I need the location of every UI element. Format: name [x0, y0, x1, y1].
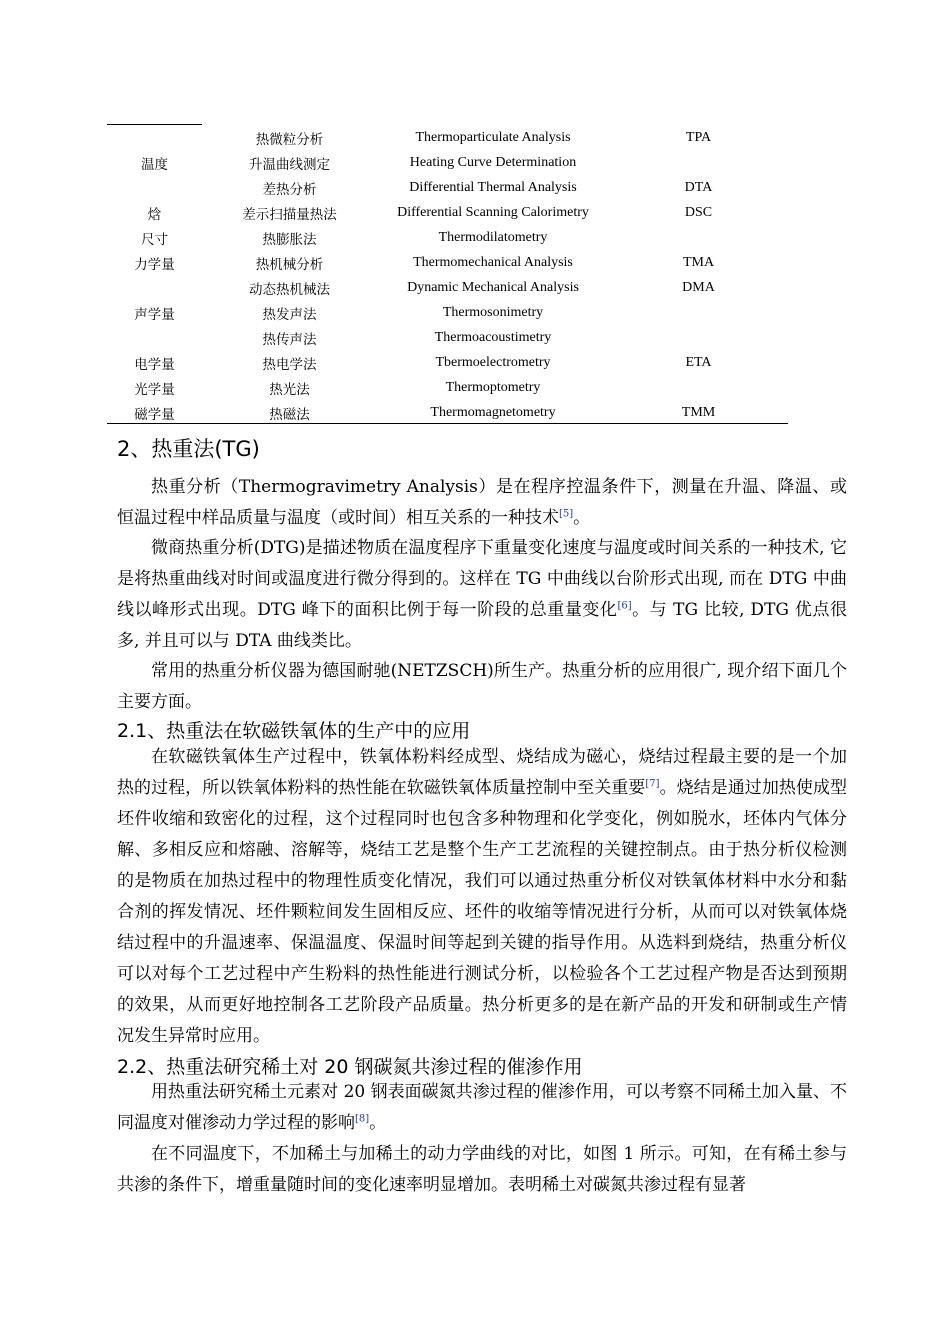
table-cell-method-cn: 热电学法 — [262, 356, 317, 373]
table-cell-method-en: Differential Scanning Calorimetry — [397, 204, 589, 220]
thermal-analysis-methods-table — [107, 125, 788, 425]
table-cell-abbr: DTA — [684, 179, 713, 195]
table-row — [107, 400, 788, 425]
table-cell-property: 力学量 — [134, 256, 175, 273]
table-cell-property: 声学量 — [134, 306, 175, 323]
table-cell-property: 焓 — [147, 206, 162, 223]
table-cell-method-cn: 热膨胀法 — [262, 231, 317, 248]
citation-link[interactable]: [5] — [559, 508, 574, 520]
citation-link[interactable]: [7] — [645, 778, 660, 790]
table-cell-abbr: TMA — [682, 254, 715, 270]
table-cell-method-cn: 热机械分析 — [255, 256, 324, 273]
table-row — [107, 250, 788, 275]
table-cell-method-en: Dynamic Mechanical Analysis — [407, 279, 579, 295]
table-row — [107, 200, 788, 225]
section-heading-tg: 2、热重法(TG) — [117, 437, 260, 461]
table-cell-method-cn: 热发声法 — [262, 306, 317, 323]
table-cell-method-cn: 差热分析 — [262, 181, 317, 198]
paragraph-kinetic-curves: 在不同温度下，不加稀土与加稀土的动力学曲线的对比，如图 1 所示。可知，在有稀土参与共渗的条件下，增重量随时间的变化速率明显增加。表明稀土对碳氮共渗过程有显著 — [117, 1144, 847, 1195]
table-row — [107, 300, 788, 325]
table-cell-property: 电学量 — [134, 356, 175, 373]
section-heading-ferrite: 2.1、热重法在软磁铁氧体的生产中的应用 — [117, 720, 471, 742]
table-cell-method-cn: 差示扫描量热法 — [242, 206, 337, 223]
table-row — [107, 175, 788, 200]
table-cell-method-cn: 动态热机械法 — [249, 281, 330, 298]
paragraph-instruments: 常用的热重分析仪器为德国耐驰(NETZSCH)所生产。热重分析的应用很广, 现介绍下面几个主要方面。 — [117, 661, 847, 712]
table-cell-method-cn: 热光法 — [269, 381, 310, 398]
table-cell-abbr: TMM — [681, 404, 716, 420]
paragraph-dtg: 微商热重分析(DTG)是描述物质在温度程序下重量变化速度与温度或时间关系的一种技术, 它是将热重曲线对时间或温度进行微分得到的。这样在 TG 中曲线以台阶形式出现, 而在 DTG 中曲线以峰形式出现。DTG 峰下的面积比例于每一阶段的总重量变化[6]。与 TG 比较, DTG 优点很多, 并且可以与 DTA 曲线类比。 — [117, 538, 847, 651]
paragraph-ferrite: 在软磁铁氧体生产过程中，铁氧体粉料经成型、烧结成为磁心，烧结过程最主要的是一个加热的过程，所以铁氧体粉料的热性能在软磁铁氧体质量控制中至关重要[7]。烧结是通过加热使成型坯件收缩和致密化的过程，这个过程同时也包含多种物理和化学变化，例如脱水，坯体内气体分解、多相反应和熔融、溶解等，烧结工艺是整个生产工艺流程的关键控制点。由于热分析仪检测的是物质在加热过程中的物理性质变化情况，我们可以通过热重分析仪对铁氧体材料中水分和黏合剂的挥发情况、坯件颗粒间发生固相反应、坯件的收缩等情况进行分析，从而可以对铁氧体烧结过程中的升温速率、保温温度、保温时间等起到关键的指导作用。从选料到烧结，热重分析仪可以对每个工艺过程中产生粉料的热性能进行测试分析，以检验各个工艺过程产物是否达到预期的效果，从而更好地控制各工艺阶段产品质量。热分析更多的是在新产品的开发和研制或生产情况发生异常时应用。 — [117, 747, 848, 1046]
table-cell-method-cn: 热传声法 — [262, 331, 317, 348]
paragraph-tg-definition: 热重分析（Thermogravimetry Analysis）是在程序控温条件下，测量在升温、降温、或恒温过程中样品质量与温度（或时间）相互关系的一种技术[5]。 — [117, 477, 847, 528]
citation-link[interactable]: [6] — [617, 600, 632, 612]
table-cell-method-en: Thermomagnetometry — [430, 404, 556, 420]
table-row — [107, 325, 788, 350]
table-cell-method-cn: 升温曲线测定 — [249, 156, 330, 173]
table-row — [107, 375, 788, 400]
table-cell-method-en: Thermoptometry — [445, 379, 541, 395]
table-cell-abbr: DMA — [682, 279, 715, 295]
table-cell-method-cn: 热微粒分析 — [255, 131, 324, 148]
table-cell-method-en: Thermomechanical Analysis — [413, 254, 573, 270]
table-cell-property: 温度 — [141, 156, 168, 173]
paragraph-rare-earth-intro: 用热重法研究稀土元素对 20 钢表面碳氮共渗过程的催渗作用，可以考察不同稀土加入量、不同温度对催渗动力学过程的影响[8]。 — [117, 1082, 847, 1133]
table-cell-property: 尺寸 — [141, 231, 168, 248]
table-cell-abbr: DSC — [684, 204, 713, 220]
table-cell-method-cn: 热磁法 — [269, 406, 310, 423]
table-cell-property: 磁学量 — [134, 406, 175, 423]
table-cell-property: 光学量 — [134, 381, 175, 398]
table-cell-abbr: TPA — [685, 129, 712, 145]
table-row — [107, 125, 788, 150]
table-cell-method-en: Heating Curve Determination — [409, 154, 577, 170]
section-heading-rare-earth: 2.2、热重法研究稀土对 20 钢碳氮共渗过程的催渗作用 — [117, 1056, 583, 1078]
table-row — [107, 150, 788, 175]
table-cell-method-en: Thermoparticulate Analysis — [415, 129, 571, 145]
table-cell-method-en: Differential Thermal Analysis — [409, 179, 577, 195]
table-cell-method-en: Tbermoelectrometry — [435, 354, 551, 370]
table-cell-abbr: ETA — [685, 354, 712, 370]
citation-link[interactable]: [8] — [355, 1113, 370, 1125]
table-bottom-rule — [107, 423, 788, 424]
table-cell-method-en: Thermosonimetry — [442, 304, 544, 320]
table-row — [107, 350, 788, 375]
table-cell-method-en: Thermodilatometry — [438, 229, 548, 245]
table-row — [107, 275, 788, 300]
table-cell-method-en: Thermoacoustimetry — [434, 329, 552, 345]
table-row — [107, 225, 788, 250]
